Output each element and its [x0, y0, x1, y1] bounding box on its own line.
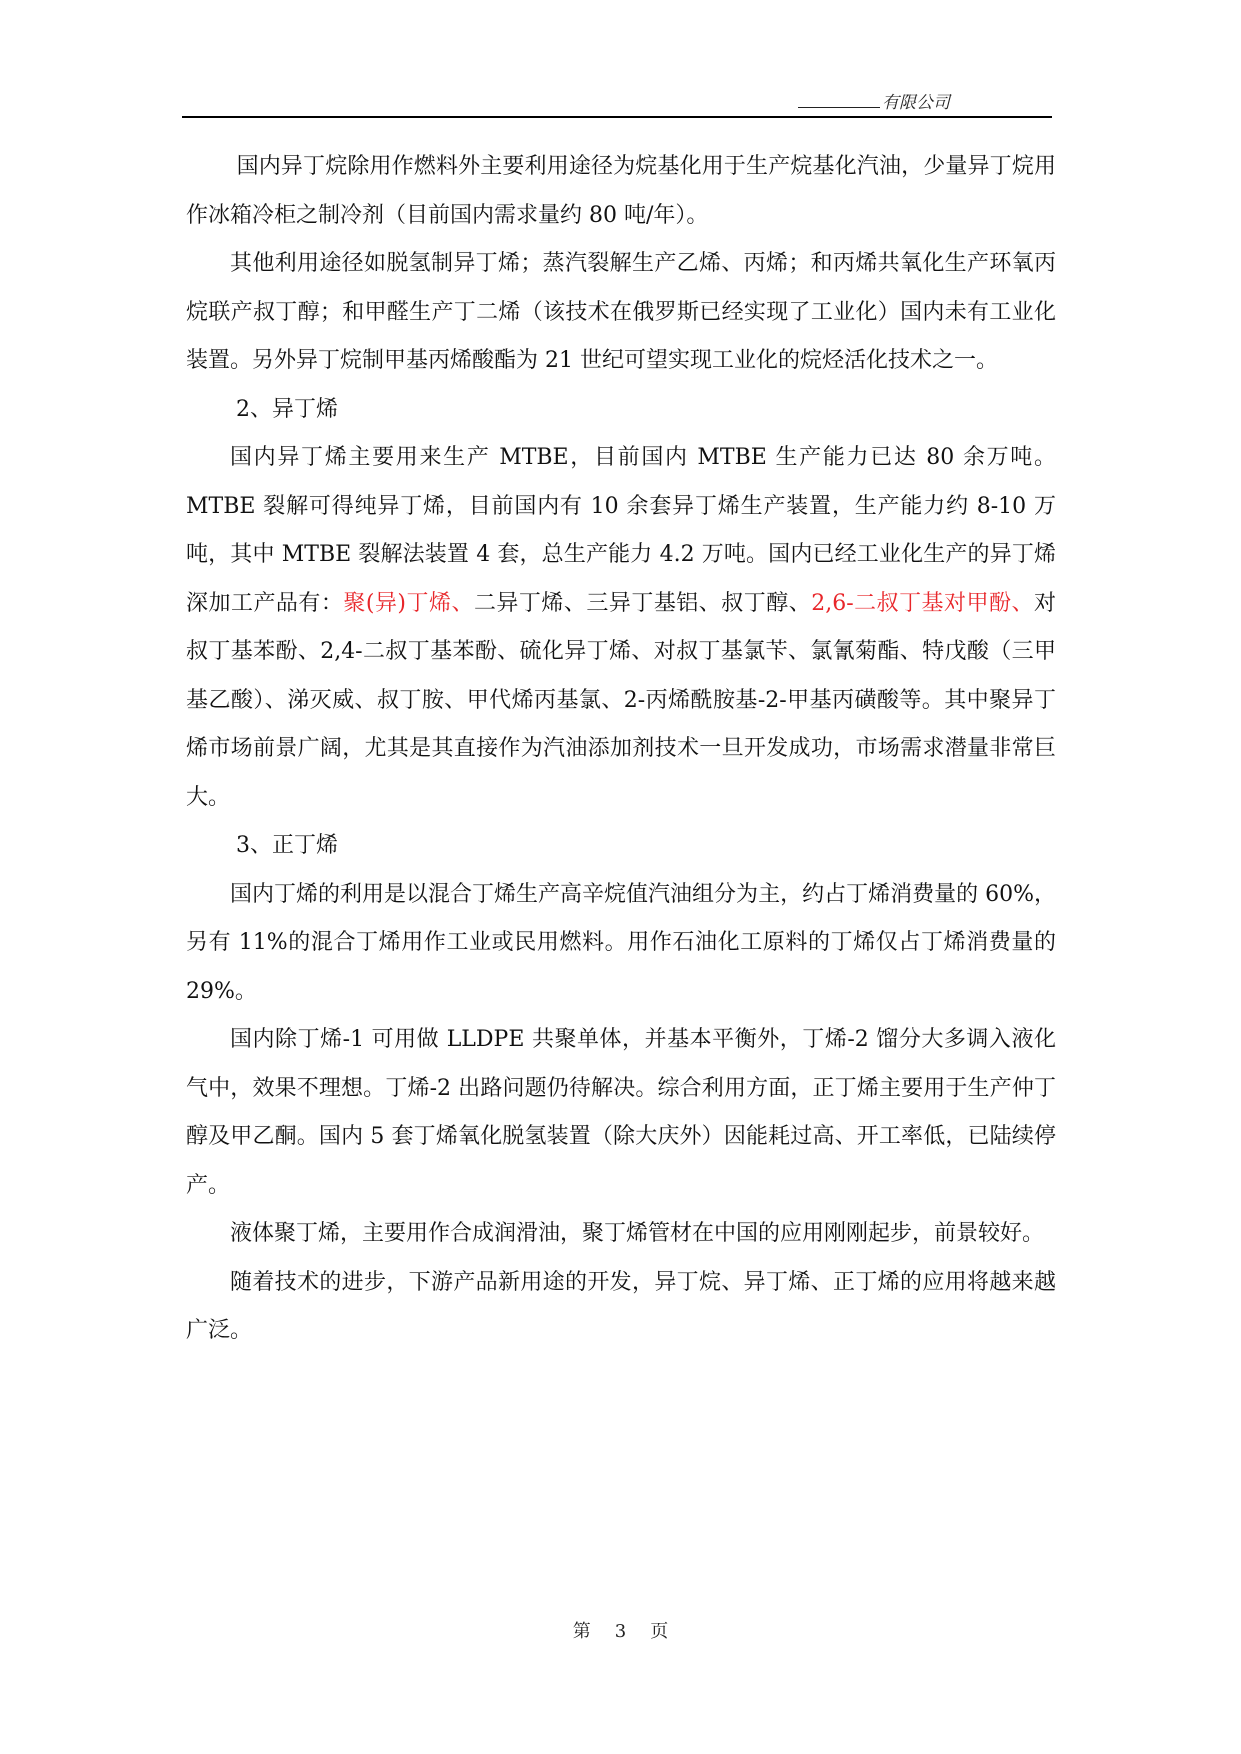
paragraph-polybutene: 液体聚丁烯，主要用作合成润滑油，聚丁烯管材在中国的应用刚刚起步，前景较好。: [230, 1221, 1045, 1246]
company-name-blank: [798, 107, 880, 108]
page-prefix: 第: [572, 1621, 591, 1642]
isobutene-products-text: 二异丁烯、三异丁基铝、叔丁醇、: [473, 590, 812, 616]
paragraph-outlook: 随着技术的进步，下游产品新用途的开发，异丁烷、异丁烯、正丁烯的应用将越来越广泛。: [186, 1269, 1056, 1343]
paragraph-butene-uses: 国内除丁烯-1 可用做 LLDPE 共聚单体，并基本平衡外，丁烯-2 馏分大多调入液化气中，效果不理想。丁烯-2 出路问题仍待解决。综合利用方面，正丁烯主要用于生产仲丁醇及甲乙酮。国内 5 套丁烯氧化脱氢装置（除大庆外）因能耗过高、开工率低，已陆续停产。: [186, 1027, 1056, 1198]
isobutene-rest-text: 对叔丁基苯酚、2,4-二叔丁基苯酚、硫化异丁烯、对叔丁基氯苄、氯氰菊酯、特戊酸（三甲基乙酸）、涕灭威、叔丁胺、甲代烯丙基氯、2-丙烯酰胺基-2-甲基丙磺酸等。其中聚异丁烯市场前景广阔，尤其是其直接作为汽油添加剂技术一旦开发成功，市场需求潜量非常巨大。: [186, 590, 1056, 810]
page-suffix: 页: [650, 1621, 669, 1642]
highlight-polyisobutene: 聚(异)丁烯、: [343, 590, 474, 616]
highlight-bht: 2,6-二叔丁基对甲酚、: [811, 590, 1034, 616]
paragraph-isobutene: [186, 434, 1056, 822]
page-number: 3: [614, 1621, 627, 1642]
section-heading-isobutene: 2、异丁烯: [236, 396, 338, 422]
paragraph-butene-consumption: 国内丁烯的利用是以混合丁烯生产高辛烷值汽油组分为主，约占丁烯消费量的 60%，另有 11%的混合丁烯用作工业或民用燃料。用作石油化工原料的丁烯仅占丁烯消费量的 29%。: [186, 881, 1056, 1004]
page-header: [182, 86, 1052, 118]
paragraph-isobutane-uses: 国内异丁烷除用作燃料外主要利用途径为烷基化用于生产烷基化汽油，少量异丁烷用作冰箱冷柜之制冷剂（目前国内需求量约 80 吨/年）。: [186, 154, 1056, 228]
header-company: [798, 88, 950, 113]
page-footer: [0, 1617, 1241, 1643]
section-heading-n-butene: 3、正丁烯: [236, 833, 338, 858]
document-body: [186, 143, 1056, 1356]
paragraph-isobutane-other-uses: 其他利用途径如脱氢制异丁烯；蒸汽裂解生产乙烯、丙烯；和丙烯共氧化生产环氧丙烷联产叔丁醇；和甲醛生产丁二烯（该技术在俄罗斯已经实现了工业化）国内未有工业化装置。另外异丁烷制甲基丙烯酸酯为 21 世纪可望实现工业化的烷烃活化技术之一。: [186, 251, 1056, 373]
company-name-suffix: 有限公司: [882, 93, 950, 113]
isobutene-text: 国内异丁烯主要用来生产 MTBE，目前国内 MTBE 生产能力已达 80 余万吨。MTBE 裂解可得纯异丁烯，目前国内有 10 余套异丁烯生产装置，生产能力约 8-10 万吨，其中 MTBE 裂解法装置 4 套，总生产能力 4.2 万吨。国内已经工业化生产的异丁烯深加工产品有：: [186, 445, 1056, 616]
